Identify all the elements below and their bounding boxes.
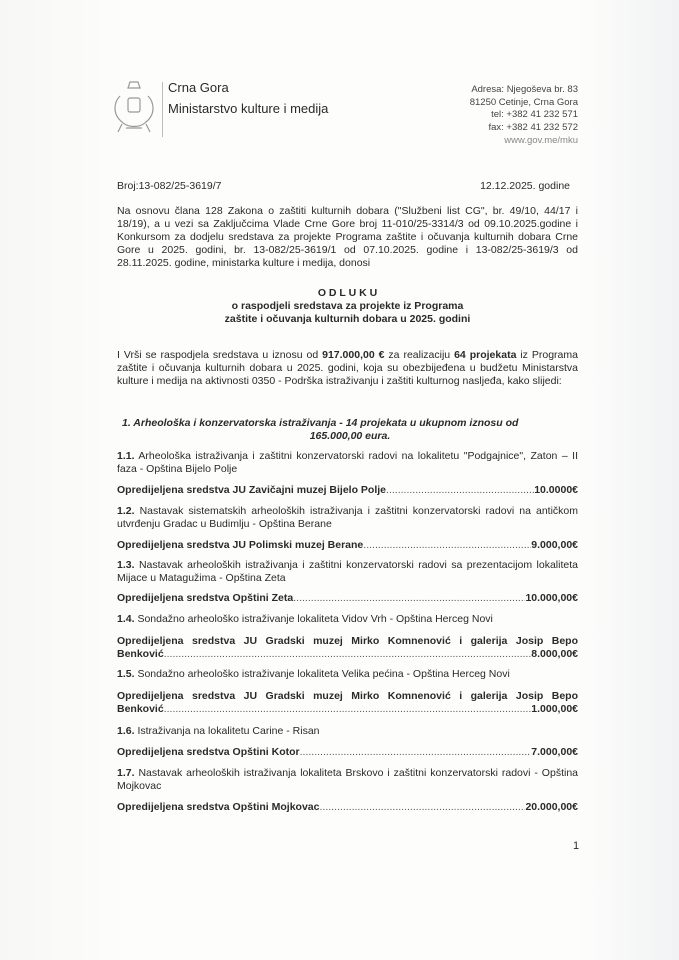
address-line: Adresa: Njegoševa br. 83 [471, 84, 578, 95]
item-1-3-description: 1.3. Nastavak arheoloških istraživanja i zaštitni konzervatorski radovi sa prezentacijom lokaliteta Mijace u Matagužima - Opština Zeta [117, 559, 578, 584]
header-divider [162, 82, 163, 137]
ministry-name: Ministarstvo kulture i medija [168, 101, 329, 116]
item-1-7-description: 1.7. Nastavak arheoloških istraživanja lokaliteta Brskovo i zaštitni konzervatorski radovi - Opština Mojkovac [117, 767, 578, 792]
page-number: 1 [573, 840, 580, 852]
reference-number: Broj:13-082/25-3619/7 [117, 180, 222, 192]
item-1-1-allocation: Opredijeljena sredstva JU Zavičajni muzej Bijelo Polje ..... 10.0000€ [117, 484, 578, 497]
reference-row [117, 180, 578, 193]
phone-line: tel: +382 41 232 571 [491, 109, 578, 121]
item-1-5-recipient: Opredijeljena sredstva JU Gradski muzej Mirko Komnenović i galerija Josip Bepo [117, 690, 578, 702]
website-link[interactable]: www.gov.me/mku [504, 134, 578, 146]
item-1-4-description: 1.4. Sondažno arheološko istraživanje lokaliteta Vidov Vrh - Opština Herceg Novi [117, 613, 493, 625]
item-1-6-allocation: Opredijeljena sredstva Opštini Kotor ..... 7.000,00€ [117, 746, 578, 759]
preamble: Na osnovu člana 128 Zakona o zaštiti kulturnih dobara ("Službeni list CG", br. 49/10, 44/17 i 18/19), a u vezi sa Zaključcima Vlade Crne Gore broj 11-010/25-3314/3 od 09.10.2025.godine i Konkursom za dodjelu sredstava za projekte Programa zaštite i očuvanja kulturnih dobara Crne Gore u 2025. godini, br. 13-082/25-3619/1 od 07.10.2025. godine i 13-082/25-3619/3 od 28.11.2025. godine, ministarka kulture i medija, donosi [117, 205, 578, 269]
project-count: 64 projekata [454, 349, 517, 361]
document-title: O D L U K U [317, 287, 378, 299]
item-1-3-allocation: Opredijeljena sredstva Opštini Zeta ..... 10.000,00€ [117, 592, 578, 605]
item-1-5-description: 1.5. Sondažno arheološko istraživanje lokaliteta Velika pećina - Opština Herceg Novi [117, 668, 510, 680]
document-subtitle-2: zaštite i očuvanja kulturnih dobara u 2025. godini [224, 313, 471, 325]
item-1-2-description: 1.2. Nastavak sistematskih arheoloških istraživanja i zaštitni konzervatorski radovi na antičkom utvrđenju Gradac u Budimlju - Opština Berane [117, 505, 578, 530]
item-1-7-allocation: Opredijeljena sredstva Opštini Mojkovac ..... 20.000,00€ [117, 801, 578, 814]
intro-paragraph: I Vrši se raspodjela sredstava u iznosu od 917.000,00 € za realizaciju 64 projekata iz Programa zaštite i očuvanja kulturnih dobara u 2025. godini, koja su obezbijeđena u budžetu Ministarstva kulture i medija na aktivnosti 0350 - Podrška istraživanju i zaštiti kulturnog nasljeđa, kako slijedi: [117, 349, 578, 387]
total-amount: 917.000,00 € [322, 349, 385, 361]
item-1-2-allocation: Opredijeljena sredstva JU Polimski muzej Berane ..... 9.000,00€ [117, 539, 578, 552]
fax-line: fax: +382 41 232 572 [488, 122, 578, 134]
item-1-4-allocation: Benković ..... 8.000,00€ [117, 648, 578, 661]
document-subtitle-1: o raspodjeli sredstava za projekte iz Programa [231, 300, 464, 312]
section-1-heading: 1. Arheološka i konzervatorska istraživanja - 14 projekata u ukupnom iznosu od 165.000,00 eura. [122, 417, 519, 442]
item-1-5-allocation: Benković ..... 1.000,00€ [117, 703, 578, 716]
city-line: 81250 Cetinje, Crna Gora [469, 96, 578, 108]
document-date: 12.12.2025. godine [480, 180, 570, 192]
item-1-4-recipient: Opredijeljena sredstva JU Gradski muzej Mirko Komnenović i galerija Josip Bepo [117, 635, 578, 647]
country-name: Crna Gora [168, 80, 229, 95]
coat-of-arms-logo [112, 80, 156, 136]
item-1-1-description: 1.1. Arheološka istraživanja i zaštitni konzervatorski radovi na lokalitetu "Podgajnice", Zaton – II faza - Opština Bijelo Polje [117, 450, 578, 475]
contact-block [470, 84, 578, 148]
item-1-6-description: 1.6. Istraživanja na lokalitetu Carine - Risan [117, 725, 320, 737]
